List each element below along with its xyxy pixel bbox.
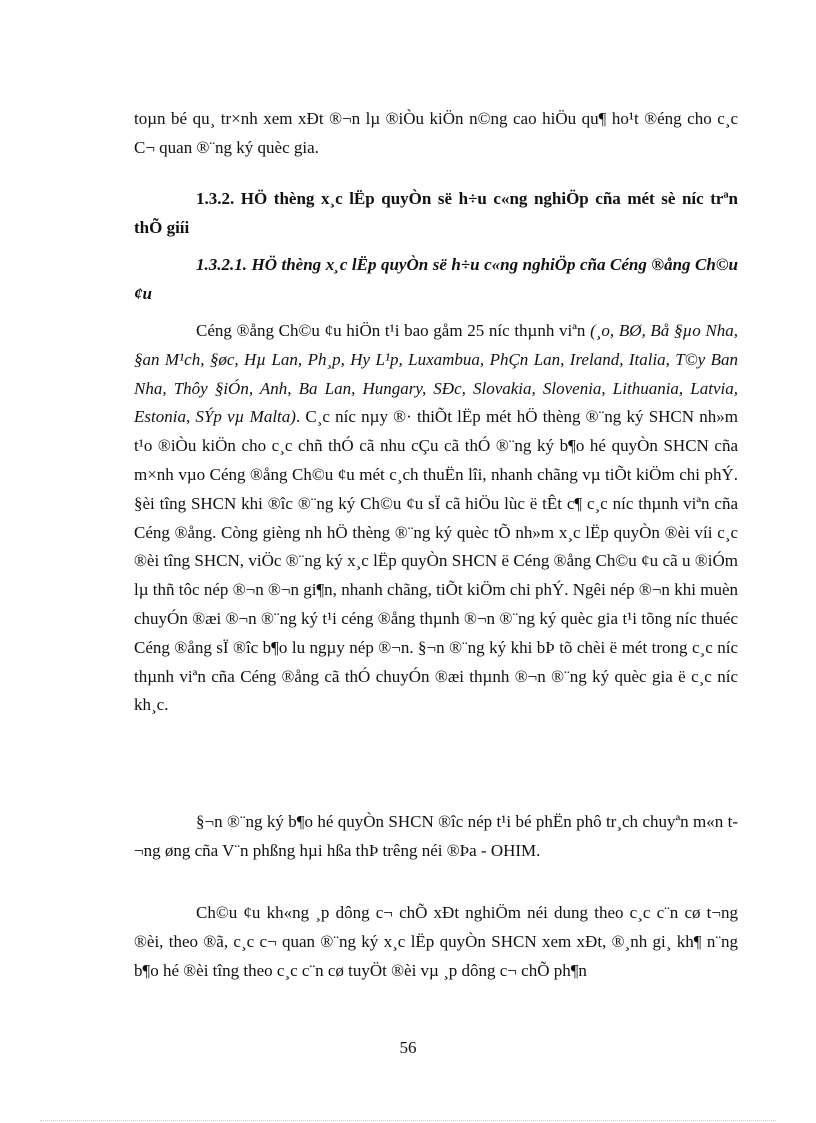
section-heading-1-3-2: 1.3.2. HÖ thèng x¸c lËp quyÒn së h÷u c«ng nghiÖp cña mét sè níc trªn thÕ giíi [134, 189, 738, 237]
heading-section [134, 185, 738, 243]
member-country-list: (¸o, BØ, Bå §µo Nha, §an M¹ch, §øc, Hµ Lan, Ph¸p, Hy L¹p, Luxambua, PhÇn Lan, Ireland, Italia, T©y Ban Nha, Thôy §iÓn, Anh, Ba Lan, Hungary, SÐc, Slovakia, Slovenia, Lithuania, Latvia, Estonia, SÝp vµ Malta) [134, 321, 738, 427]
paragraph-ohim-block [134, 808, 738, 866]
subsection-heading-1-3-2-1: 1.3.2.1. HÖ thèng x¸c lËp quyÒn së h÷u c«ng nghiÖp cña Céng ®ång Ch©u ¢u [134, 255, 738, 303]
paragraph-ohim: §¬n ®¨ng ký b¶o hé quyÒn SHCN ®îc nép t¹i bé phËn phô tr¸ch chuyªn m«n t¬ng øng cña V¨n phßng hµi hßa thÞ trêng néi ®Þa - OHIM. [134, 812, 738, 860]
paragraph-examination-block [134, 899, 738, 985]
body-text [134, 105, 738, 163]
paragraph-eu-overview [134, 317, 738, 720]
page-number: 56 [399, 1038, 417, 1057]
paragraph-eu-members [134, 317, 738, 720]
paragraph-examination: Ch©u ¢u kh«ng ¸p dông c¬ chÕ xÐt nghiÖm néi dung theo c¸c c¨n cø t¬ng ®èi, theo ®ã, c¸c c¬ quan ®¨ng ký x¸c lËp quyÒn SHCN xem xÐt, ®¸nh gi¸ kh¶ n¨ng b¶o hé ®èi tîng theo c¸c c¨n cø tuyÖt ®èi vµ ¸p dông c¬ chÕ ph¶n [134, 903, 738, 980]
paragraph-continuation: toµn bé qu¸ tr×nh xem xÐt ®¬n lµ ®iÒu kiÖn n©ng cao hiÖu qu¶ ho¹t ®éng cho c¸c C¬ quan ®¨ng ký quèc gia. [134, 109, 738, 157]
heading-subsection [134, 251, 738, 309]
bottom-dotted-rule [40, 1120, 776, 1121]
paragraph-eu-intro: Céng ®ång Ch©u ¢u hiÖn t¹i bao gåm 25 níc thµnh viªn [196, 321, 591, 340]
paragraph-eu-body: . C¸c níc nµy ®· thiÕt lËp mét hÖ thèng ®¨ng ký SHCN nh»m t¹o ®iÒu kiÖn cho c¸c chñ thÓ cã nhu cÇu cã thÓ ®¨ng ký b¶o hé quyÒn SHCN cña m×nh vµo Céng ®ång Ch©u ¢u mét c¸ch thuËn lîi, nhanh chãng vµ tiÕt kiÖm chi phÝ. §èi tîng SHCN khi ®îc ®¨ng ký Ch©u ¢u sÏ cã hiÖu lùc ë tÊt c¶ c¸c níc thµnh viªn cña Céng ®ång. Còng gièng nh hÖ thèng ®¨ng ký quèc tÕ nh»m x¸c lËp quyÒn ®èi víi c¸c ®èi tîng SHCN, viÖc ®¨ng ký x¸c lËp quyÒn SHCN ë Céng ®ång Ch©u ¢u cã u ®iÓm lµ thñ tôc nép ®¬n ®¬n gi¶n, nhanh chãng, tiÕt kiÖm chi phÝ. Ngêi nép ®¬n khi muèn chuyÓn ®æi ®¬n ®¨ng ký t¹i céng ®ång thµnh ®¬n ®¨ng ký quèc gia t¹i tõng níc thuéc Céng ®ång sÏ ®îc b¶o lu ngµy nép ®¬n. §¬n ®¨ng ký khi bÞ tõ chèi ë mét trong c¸c níc thµnh viªn cña Céng ®ång cã thÓ chuyÓn ®æi thµnh ®¬n ®¨ng ký quèc gia ë c¸c níc kh¸c. [134, 407, 738, 715]
